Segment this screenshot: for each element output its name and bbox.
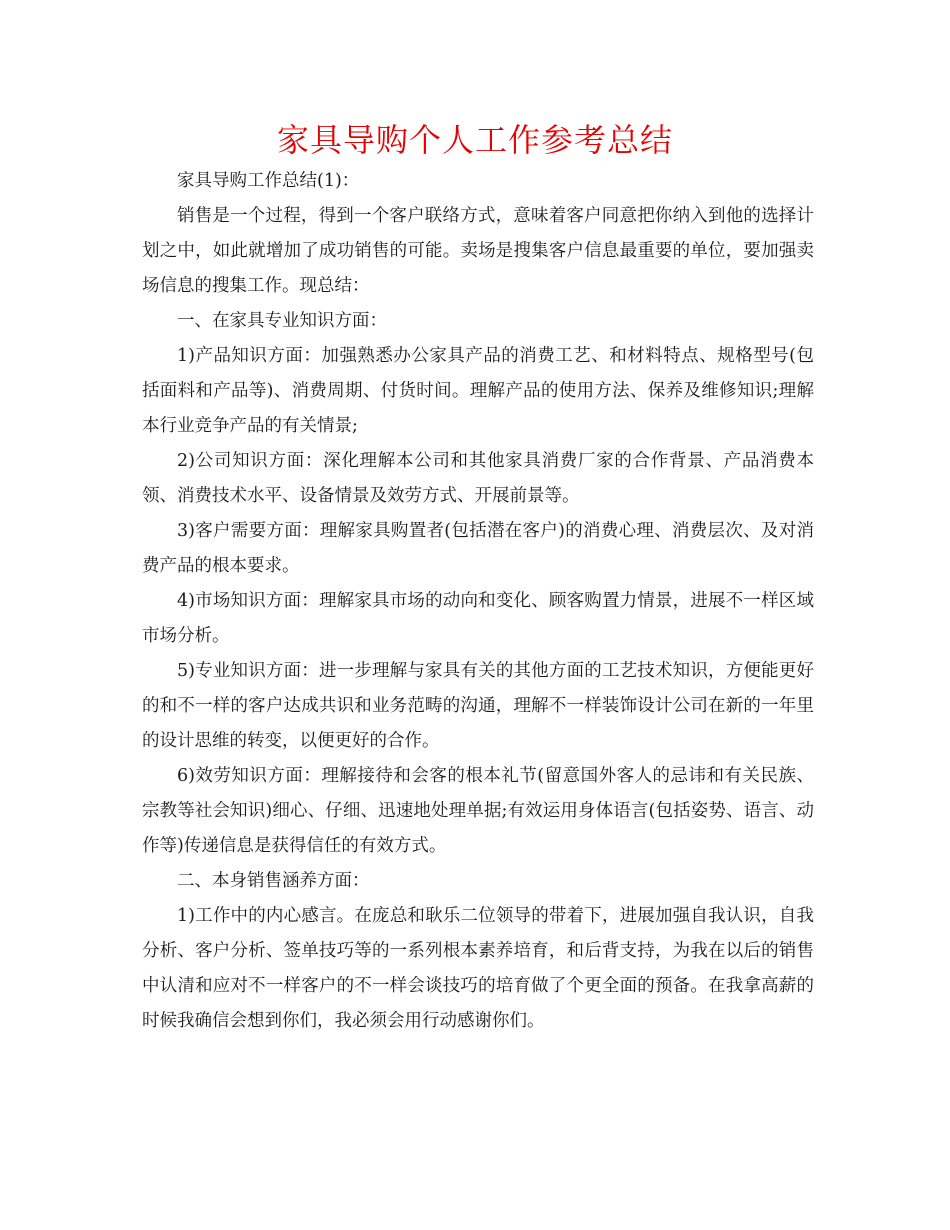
paragraph-heading-self-cultivation: 二、本身销售涵养方面： (177, 871, 370, 891)
paragraph-service-knowledge: 6)效劳知识方面：理解接待和会客的根本礼节(留意国外客人的忌讳和有关民族、宗教等社会知识)细心、仔细、迅速地处理单据;有效运用身体语言(包括姿势、语言、动作等)传递信息是获得信任的有效方式。 (142, 766, 814, 856)
paragraph-company-knowledge: 2)公司知识方面：深化理解本公司和其他家具消费厂家的合作背景、产品消费本领、消费技术水平、设备情景及效劳方式、开展前景等。 (142, 451, 814, 506)
document-body (142, 164, 814, 1039)
paragraph-heading-knowledge: 一、在家具专业知识方面： (177, 311, 387, 331)
paragraph-product-knowledge: 1)产品知识方面：加强熟悉办公家具产品的消费工艺、和材料特点、规格型号(包括面料和产品等)、消费周期、付货时间。理解产品的使用方法、保养及维修知识;理解本行业竞争产品的有关情景; (142, 346, 814, 436)
paragraph-section-heading: 家具导购工作总结(1)： (177, 171, 360, 191)
document-title: 家具导购个人工作参考总结 (276, 121, 673, 159)
paragraph-intro: 销售是一个过程，得到一个客户联络方式，意味着客户同意把你纳入到他的选择计划之中，如此就增加了成功销售的可能。卖场是搜集客户信息最重要的单位，要加强卖场信息的搜集工作。现总结： (142, 206, 814, 296)
paragraph-professional-knowledge: 5)专业知识方面：进一步理解与家具有关的其他方面的工艺技术知识，方便能更好的和不一样的客户达成共识和业务范畴的沟通，理解不一样装饰设计公司在新的一年里的设计思维的转变，以便更好的合作。 (142, 661, 814, 751)
paragraph-market-knowledge: 4)市场知识方面：理解家具市场的动向和变化、顾客购置力情景，进展不一样区域市场分析。 (142, 591, 814, 646)
paragraph-work-reflection: 1)工作中的内心感言。在庞总和耿乐二位领导的带着下，进展加强自我认识，自我分析、客户分析、签单技巧等的一系列根本素养培育，和后背支持，为我在以后的销售中认清和应对不一样客户的不一样会谈技巧的培育做了个更全面的预备。在我拿高薪的时候我确信会想到你们，我必须会用行动感谢你们。 (142, 906, 814, 1031)
paragraph-customer-needs: 3)客户需要方面：理解家具购置者(包括潜在客户)的消费心理、消费层次、及对消费产品的根本要求。 (142, 521, 814, 576)
